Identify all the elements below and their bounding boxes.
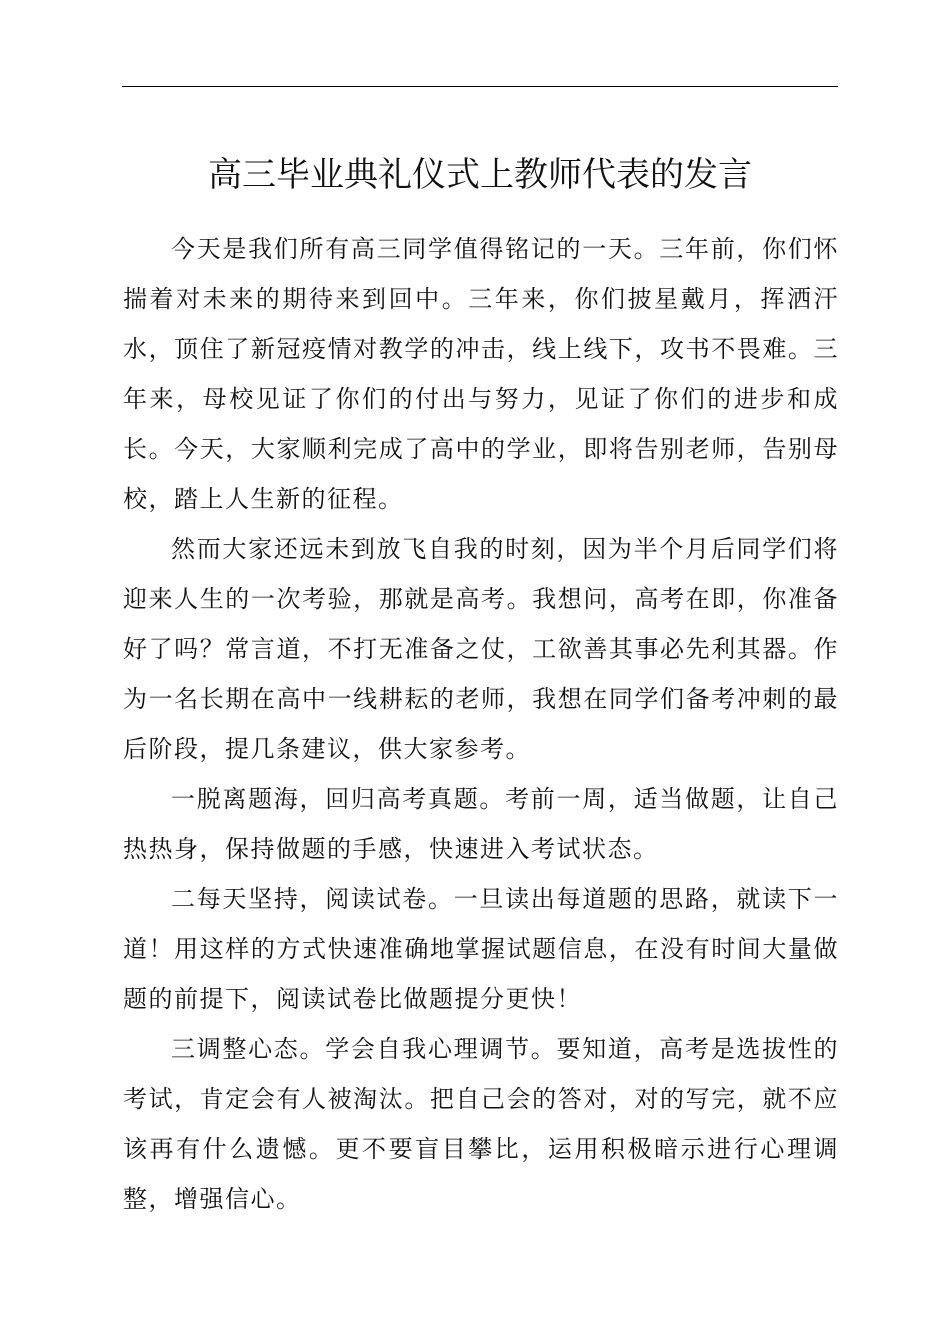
paragraph-advice-3: 三调整心态。学会自我心理调节。要知道，高考是选拔性的考试，肯定会有人被淘汰。把自己会的答对，对的写完，就不应该再有什么遗憾。更不要盲目攀比，运用积极暗示进行心理调整，增强信心。	[123, 1035, 839, 1213]
header-rule	[122, 86, 838, 87]
paragraph-advice-2: 二每天坚持，阅读试卷。一旦读出每道题的思路，就读下一道！用这样的方式快速准确地掌握试题信息，在没有时间大量做题的前提下，阅读试卷比做题提分更快！	[123, 885, 839, 1013]
document-body	[123, 224, 839, 1224]
paragraph-advice-1: 一脱离题海，回归高考真题。考前一周，适当做题，让自己热热身，保持做题的手感，快速进入考试状态。	[123, 785, 839, 863]
paragraph-intro: 今天是我们所有高三同学值得铭记的一天。三年前，你们怀揣着对未来的期待来到回中。三年来，你们披星戴月，挥洒汗水，顶住了新冠疫情对教学的冲击，线上线下，攻书不畏难。三年来，母校见证了你们的付出与努力，见证了你们的进步和成长。今天，大家顺利完成了高中的学业，即将告别老师，告别母校，踏上人生新的征程。	[123, 235, 839, 513]
document-title: 高三毕业典礼仪式上教师代表的发言	[208, 155, 752, 195]
paragraph-exam: 然而大家还远未到放飞自我的时刻，因为半个月后同学们将迎来人生的一次考验，那就是高考。我想问，高考在即，你准备好了吗？常言道，不打无准备之仗，工欲善其事必先利其器。作为一名长期在高中一线耕耘的老师，我想在同学们备考冲刺的最后阶段，提几条建议，供大家参考。	[123, 535, 839, 763]
